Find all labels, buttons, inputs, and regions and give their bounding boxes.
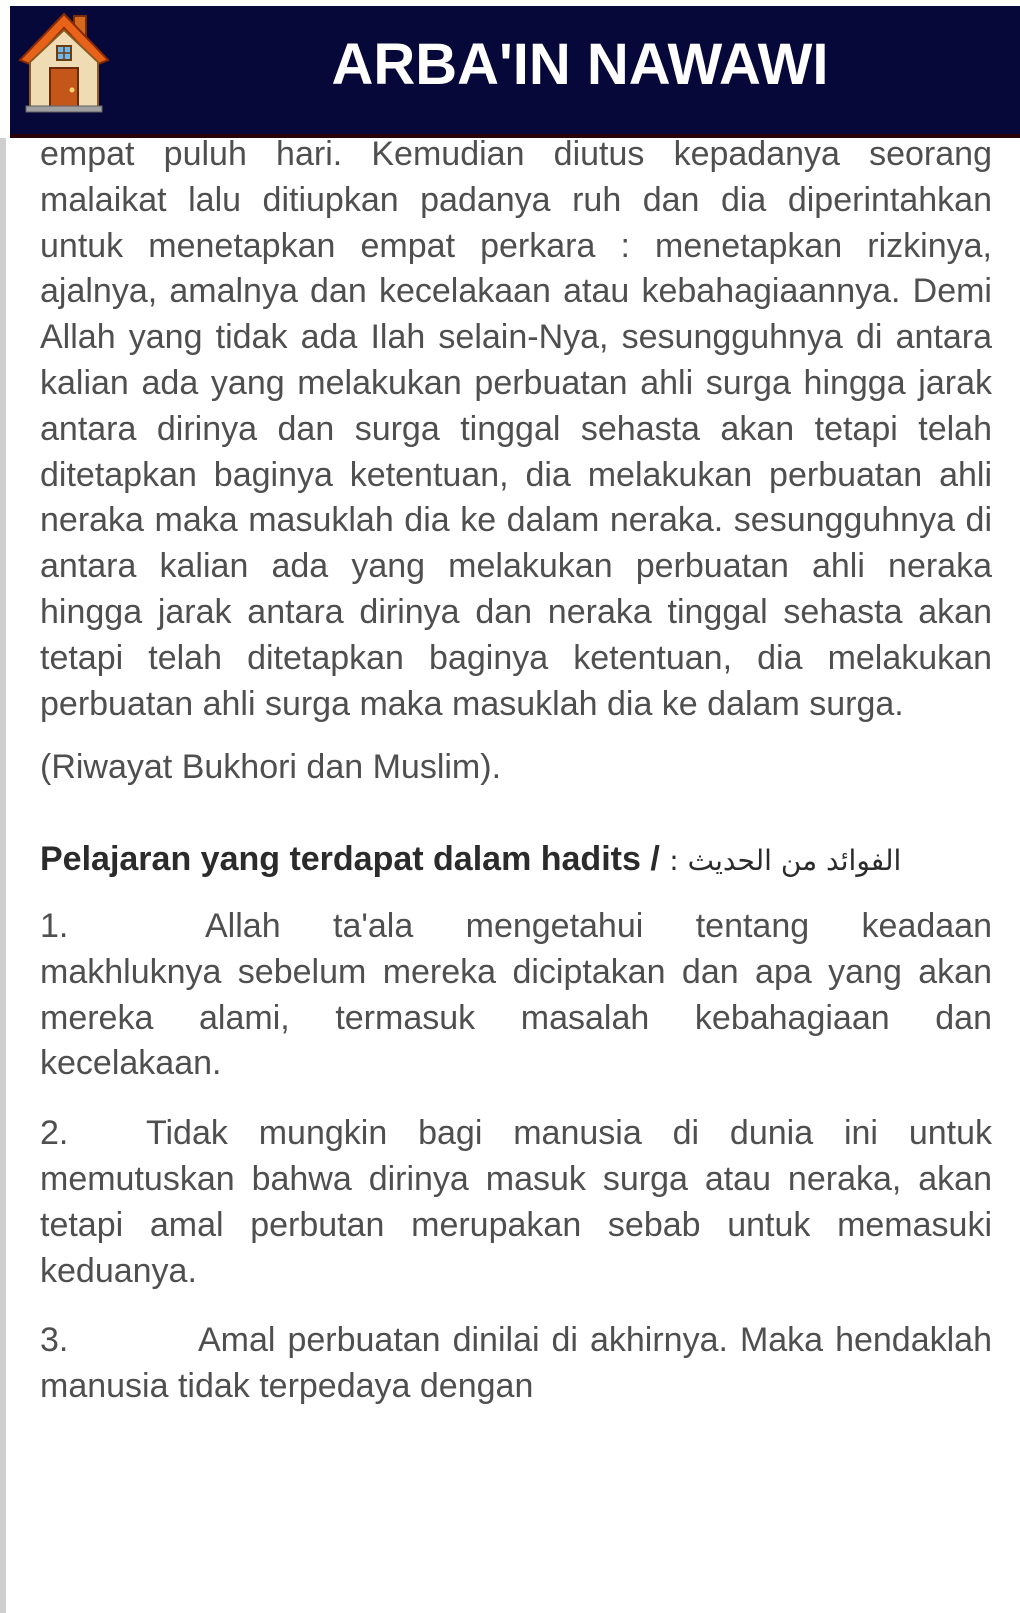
hadith-text: empat puluh hari. Kemudian diutus kepadanya seorang malaikat lalu ditiupkan padanya ruh dan dia diperintahkan untuk menetapkan empat perkara : menetapkan rizkinya, ajalnya, amalnya dan kecelakaan atau kebahagiaannya. Demi Allah yang tidak ada Ilah selain-Nya, sesungguhnya di antara kalian ada yang melakukan perbuatan ahli surga hingga jarak antara dirinya dan surga tinggal sehasta akan tetapi telah ditetapkan baginya ketentuan, dia melakukan perbuatan ahli neraka maka masuklah dia ke dalam neraka. sesungguhnya di antara kalian ada yang melakukan perbuatan ahli neraka hingga jarak antara dirinya dan neraka tinggal sehasta akan tetapi telah ditetapkan baginya ketentuan, dia melakukan perbuatan ahli surga maka masuklah dia ke dalam surga. <box>40 138 992 723</box>
lesson-number: 2. <box>40 1114 69 1153</box>
content-scroll-area[interactable] <box>40 138 992 1434</box>
app-title: ARBA'IN NAWAWI <box>331 32 829 97</box>
lesson-item <box>40 904 992 1087</box>
home-button[interactable] <box>16 10 112 114</box>
lessons-heading-text: Pelajaran yang terdapat dalam hadits / <box>40 840 660 879</box>
lesson-text: Amal perbuatan dinilai di akhirnya. Maka hendaklah manusia tidak terpedaya dengan <box>40 1321 992 1406</box>
lessons-heading-arabic: الفوائد من الحديث : <box>669 844 902 878</box>
lesson-number: 3. <box>40 1321 69 1360</box>
app-bar <box>10 6 1020 138</box>
lesson-text: Tidak mungkin bagi manusia di dunia ini untuk memutuskan bahwa dirinya masuk surga atau neraka, akan tetapi amal perbutan merupakan sebab untuk memasuki keduanya. <box>40 1114 992 1290</box>
home-icon <box>16 10 112 114</box>
lesson-number: 1. <box>40 906 69 945</box>
content-panel[interactable] <box>0 138 1020 1613</box>
hadith-source: (Riwayat Bukhori dan Muslim). <box>40 748 502 787</box>
lessons-heading <box>40 837 992 884</box>
lesson-item <box>40 1111 992 1294</box>
lesson-item <box>40 1318 992 1410</box>
lesson-text: Allah ta'ala mengetahui tentang keadaan makhluknya sebelum mereka diciptakan dan apa yang akan mereka alami, termasuk masalah kebahagiaan dan kecelakaan. <box>40 906 992 1083</box>
